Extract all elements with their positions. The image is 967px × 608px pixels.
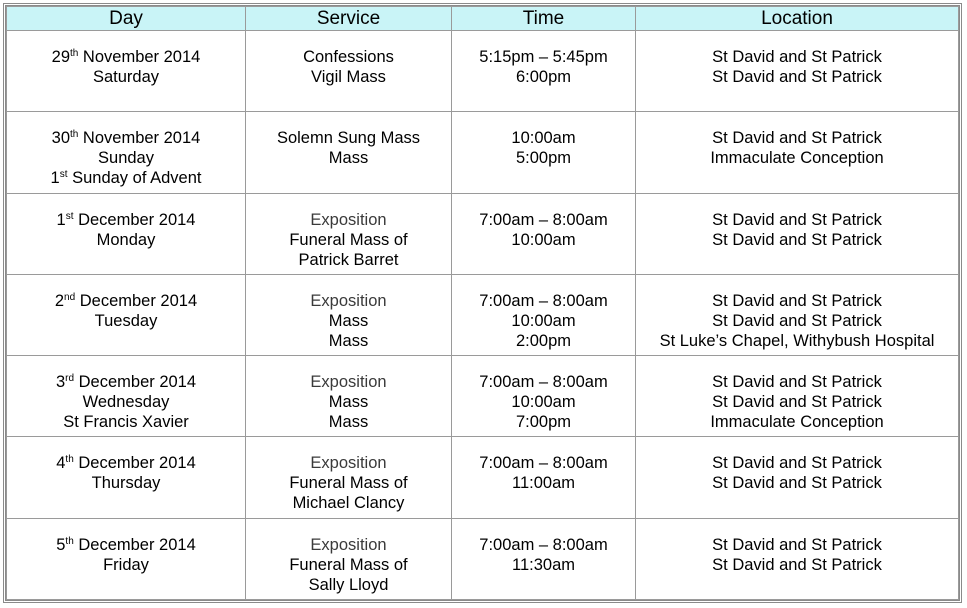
- service-line: Funeral Mass of: [289, 555, 408, 574]
- day-text: December 2014: [73, 454, 196, 473]
- ordinal-suffix: th: [70, 129, 79, 141]
- time-line: 5:15pm – 5:45pm: [479, 48, 608, 66]
- day-cell: [7, 518, 246, 599]
- day-cell: [7, 274, 246, 355]
- service-cell: [246, 31, 452, 112]
- day-line: [7, 555, 245, 575]
- day-text: Friday: [103, 555, 149, 574]
- time-line: 10:00am: [511, 393, 576, 412]
- location-line: St David and St Patrick: [712, 311, 882, 330]
- day-text: November 2014: [78, 129, 201, 148]
- day-line: [7, 47, 245, 67]
- header-service: Service: [246, 7, 452, 31]
- day-text: Tuesday: [94, 311, 158, 330]
- time-line: 7:00am – 8:00am: [479, 535, 608, 554]
- location-cell: [636, 274, 959, 355]
- time-line: 2:00pm: [515, 331, 572, 350]
- service-line: Mass: [328, 311, 369, 330]
- day-cell: [7, 356, 246, 437]
- day-text: December 2014: [74, 373, 197, 392]
- day-line: [7, 535, 245, 555]
- table-row: [7, 437, 959, 518]
- location-line: St David and St Patrick: [712, 129, 882, 148]
- day-text: 29: [51, 48, 70, 66]
- location-line: St David and St Patrick: [712, 474, 882, 493]
- day-text: 5: [56, 535, 66, 554]
- time-line: 11:30am: [512, 555, 575, 574]
- service-line: Patrick Barret: [298, 250, 399, 269]
- service-cell: [246, 437, 452, 518]
- day-line: [7, 453, 245, 473]
- day-text: December 2014: [73, 210, 196, 229]
- table-row: [7, 518, 959, 599]
- day-text: November 2014: [78, 48, 201, 66]
- day-text: Thursday: [91, 474, 161, 493]
- ordinal-suffix: th: [65, 535, 74, 547]
- service-line: Confessions: [303, 48, 394, 66]
- header-time: Time: [452, 7, 636, 31]
- day-text: Monday: [96, 230, 156, 249]
- service-line: Exposition: [310, 535, 387, 554]
- time-line: 10:00am: [511, 311, 576, 330]
- day-text: St Francis Xavier: [63, 413, 189, 432]
- service-cell: [246, 518, 452, 599]
- time-cell: [452, 356, 636, 437]
- day-text: 3: [55, 373, 66, 392]
- time-line: 7:00am – 8:00am: [479, 373, 608, 392]
- header-row: [7, 7, 959, 31]
- time-line: 6:00pm: [515, 68, 572, 86]
- service-line: Mass: [328, 393, 369, 412]
- day-text: Sunday of Advent: [67, 169, 202, 188]
- header-day: Day: [7, 7, 246, 31]
- day-text: 1: [50, 169, 60, 188]
- day-line: [7, 291, 245, 311]
- day-text: December 2014: [73, 535, 196, 554]
- location-cell: [636, 112, 959, 193]
- time-line: 5:00pm: [515, 149, 572, 168]
- service-line: Michael Clancy: [292, 494, 405, 513]
- location-cell: [636, 356, 959, 437]
- location-line: St David and St Patrick: [712, 291, 882, 310]
- location-cell: [636, 518, 959, 599]
- service-line: Vigil Mass: [311, 68, 386, 86]
- service-line: Sally Lloyd: [308, 575, 389, 594]
- location-line: St David and St Patrick: [712, 230, 882, 249]
- service-line: Exposition: [310, 291, 387, 310]
- day-line: [7, 311, 245, 331]
- time-line: 11:00am: [512, 474, 575, 493]
- service-line: Solemn Sung Mass: [276, 129, 421, 148]
- location-cell: [636, 31, 959, 112]
- location-line: St David and St Patrick: [712, 373, 882, 392]
- service-line: Exposition: [310, 454, 387, 473]
- time-cell: [452, 518, 636, 599]
- mass-schedule-table: [6, 6, 959, 600]
- location-line: St David and St Patrick: [712, 48, 882, 66]
- service-line: Mass: [328, 413, 369, 432]
- location-line: St David and St Patrick: [712, 393, 882, 412]
- time-cell: [452, 31, 636, 112]
- location-line: St David and St Patrick: [712, 555, 882, 574]
- day-line: [7, 230, 245, 250]
- day-line: [7, 412, 245, 432]
- service-cell: [246, 356, 452, 437]
- service-cell: [246, 193, 452, 274]
- time-cell: [452, 437, 636, 518]
- service-line: Funeral Mass of: [289, 474, 408, 493]
- day-line: [7, 392, 245, 412]
- day-cell: [7, 31, 246, 112]
- time-cell: [452, 112, 636, 193]
- ordinal-suffix: nd: [64, 291, 76, 303]
- day-text: 2: [54, 291, 65, 310]
- day-text: 4: [56, 454, 66, 473]
- ordinal-suffix: rd: [65, 373, 75, 385]
- location-line: St David and St Patrick: [712, 535, 882, 554]
- service-line: Mass: [328, 331, 369, 350]
- ordinal-suffix: st: [59, 169, 68, 181]
- day-text: 1: [56, 210, 66, 229]
- time-line: 7:00am – 8:00am: [479, 210, 608, 229]
- day-line: [7, 473, 245, 493]
- service-line: Exposition: [310, 373, 387, 392]
- day-text: Saturday: [92, 68, 160, 86]
- location-cell: [636, 437, 959, 518]
- schedule-frame: [3, 3, 962, 603]
- header-location: Location: [636, 7, 959, 31]
- service-cell: [246, 274, 452, 355]
- time-line: 7:00am – 8:00am: [479, 291, 608, 310]
- day-text: December 2014: [75, 291, 198, 310]
- location-line: St Luke’s Chapel, Withybush Hospital: [659, 331, 935, 350]
- time-line: 7:00pm: [515, 413, 572, 432]
- ordinal-suffix: st: [65, 210, 74, 222]
- day-text: Sunday: [98, 149, 154, 168]
- location-line: Immaculate Conception: [710, 149, 884, 168]
- time-cell: [452, 193, 636, 274]
- time-line: 10:00am: [511, 230, 576, 249]
- day-line: [7, 210, 245, 230]
- day-cell: [7, 112, 246, 193]
- service-line: Funeral Mass of: [289, 230, 408, 249]
- time-cell: [452, 274, 636, 355]
- location-line: St David and St Patrick: [712, 210, 882, 229]
- service-line: Mass: [328, 149, 369, 168]
- day-line: [7, 67, 245, 87]
- time-line: 10:00am: [511, 129, 576, 148]
- table-row: [7, 112, 959, 193]
- service-line: Exposition: [310, 210, 387, 229]
- location-line: St David and St Patrick: [712, 68, 882, 86]
- table-row: [7, 31, 959, 112]
- day-cell: [7, 437, 246, 518]
- location-line: Immaculate Conception: [710, 413, 884, 432]
- schedule-body: [7, 31, 959, 600]
- day-cell: [7, 193, 246, 274]
- ordinal-suffix: th: [65, 454, 74, 466]
- time-line: 7:00am – 8:00am: [479, 454, 608, 473]
- day-line: [7, 148, 245, 168]
- table-row: [7, 274, 959, 355]
- day-line: [7, 128, 245, 148]
- day-text: Wednesday: [82, 393, 170, 412]
- location-cell: [636, 193, 959, 274]
- table-row: [7, 193, 959, 274]
- day-line: [7, 372, 245, 392]
- day-line: [7, 168, 245, 188]
- ordinal-suffix: th: [70, 48, 79, 59]
- service-cell: [246, 112, 452, 193]
- location-line: St David and St Patrick: [712, 454, 882, 473]
- day-text: 30: [51, 129, 70, 148]
- table-row: [7, 356, 959, 437]
